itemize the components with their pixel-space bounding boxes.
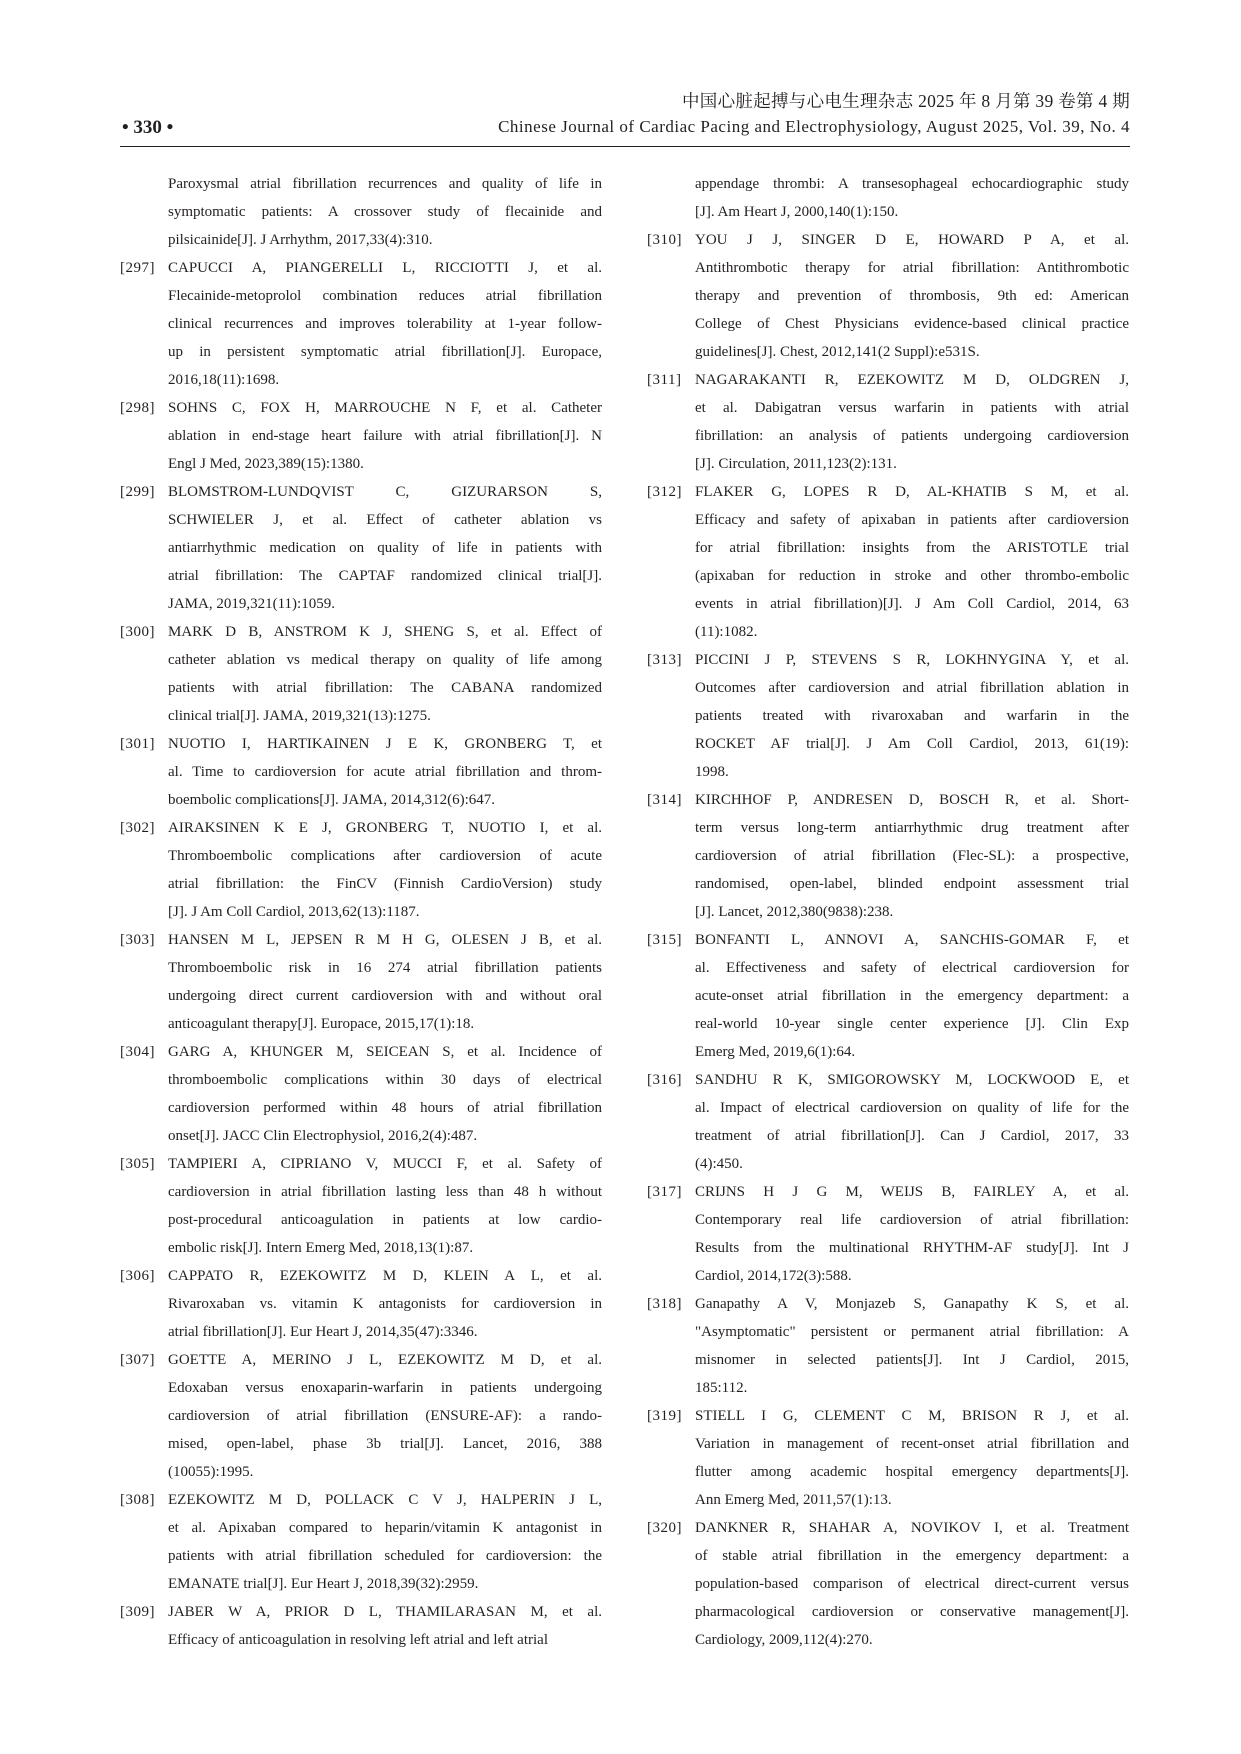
reference-line: NAGARAKANTI R, EZEKOWITZ M D, OLDGREN J, <box>695 372 1129 388</box>
reference-line: JAMA, 2019,321(11):1059. <box>168 596 335 612</box>
reference-line: NUOTIO I, HARTIKAINEN J E K, GRONBERG T, et <box>168 736 602 752</box>
reference-number: [318] <box>647 1296 682 1312</box>
reference-entry <box>120 1262 602 1346</box>
reference-entry <box>120 394 602 478</box>
reference-line: for atrial fibrillation: insights from the ARISTOTLE trial <box>695 540 1129 556</box>
reference-line: SOHNS C, FOX H, MARROUCHE N F, et al. Catheter <box>168 400 602 416</box>
reference-line: 2016,18(11):1698. <box>168 372 280 388</box>
reference-line: College of Chest Physicians evidence-based clinical practice <box>695 316 1129 332</box>
reference-line: [J]. Lancet, 2012,380(9838):238. <box>695 904 894 920</box>
reference-number: [314] <box>647 792 682 808</box>
reference-entry <box>120 730 602 814</box>
journal-title-english: Chinese Journal of Cardiac Pacing and Electrophysiology, August 2025, Vol. 39, No. 4 <box>498 117 1130 136</box>
reference-number: [305] <box>120 1156 155 1172</box>
reference-entry <box>647 226 1129 366</box>
reference-text <box>168 926 602 1038</box>
reference-number: [298] <box>120 400 155 416</box>
reference-line: clinical trial[J]. JAMA, 2019,321(13):1275. <box>168 708 431 724</box>
reference-line: Engl J Med, 2023,389(15):1380. <box>168 456 364 472</box>
reference-line: antiarrhythmic medication on quality of life in patients with <box>168 540 602 556</box>
reference-text <box>168 618 602 730</box>
reference-column-left <box>120 170 602 1654</box>
reference-text <box>695 366 1129 478</box>
reference-number: [301] <box>120 736 155 752</box>
reference-text <box>695 478 1129 646</box>
reference-text <box>168 394 602 478</box>
reference-line: EZEKOWITZ M D, POLLACK C V J, HALPERIN J L, <box>168 1492 602 1508</box>
reference-number: [313] <box>647 652 682 668</box>
reference-line: Ann Emerg Med, 2011,57(1):13. <box>695 1492 892 1508</box>
reference-line: STIELL I G, CLEMENT C M, BRISON R J, et al. <box>695 1408 1129 1424</box>
reference-line: embolic risk[J]. Intern Emerg Med, 2018,13(1):87. <box>168 1240 474 1256</box>
reference-number: [310] <box>647 232 682 248</box>
reference-line: TAMPIERI A, CIPRIANO V, MUCCI F, et al. Safety of <box>168 1156 602 1172</box>
reference-line: Antithrombotic therapy for atrial fibrillation: Antithrombotic <box>695 260 1129 276</box>
reference-entry <box>120 1150 602 1262</box>
reference-entry <box>120 1346 602 1486</box>
reference-text <box>168 1346 602 1486</box>
reference-line: of stable atrial fibrillation in the emergency department: a <box>695 1548 1129 1564</box>
reference-line: Rivaroxaban vs. vitamin K antagonists for cardioversion in <box>168 1296 602 1312</box>
reference-line: PICCINI J P, STEVENS S R, LOKHNYGINA Y, et al. <box>695 652 1129 668</box>
reference-line: EMANATE trial[J]. Eur Heart J, 2018,39(32):2959. <box>168 1576 479 1592</box>
reference-line: therapy and prevention of thrombosis, 9th ed: American <box>695 288 1129 304</box>
reference-number: [312] <box>647 484 682 500</box>
reference-text <box>168 1486 602 1598</box>
reference-line: ablation in end-stage heart failure with atrial fibrillation[J]. N <box>168 428 602 444</box>
reference-line: randomised, open-label, blinded endpoint assessment trial <box>695 876 1129 892</box>
reference-line: cardioversion of atrial fibrillation (Flec-SL): a prospective, <box>695 848 1129 864</box>
reference-text <box>695 646 1129 786</box>
reference-entry <box>120 926 602 1038</box>
reference-number: [307] <box>120 1352 155 1368</box>
reference-line: MARK D B, ANSTROM K J, SHENG S, et al. Effect of <box>168 624 602 640</box>
reference-line: anticoagulant therapy[J]. Europace, 2015,17(1):18. <box>168 1016 475 1032</box>
reference-line: Efficacy of anticoagulation in resolving left atrial and left atrial <box>168 1632 548 1648</box>
reference-continuation <box>647 170 1129 226</box>
reference-line: al. Time to cardioversion for acute atrial fibrillation and throm- <box>168 764 602 780</box>
reference-number: [297] <box>120 260 155 276</box>
reference-line: CAPUCCI A, PIANGERELLI L, RICCIOTTI J, et al. <box>168 260 602 276</box>
reference-text <box>168 170 602 254</box>
reference-line: Outcomes after cardioversion and atrial fibrillation ablation in <box>695 680 1129 696</box>
reference-entry <box>120 618 602 730</box>
reference-line: GARG A, KHUNGER M, SEICEAN S, et al. Incidence of <box>168 1044 602 1060</box>
reference-entry <box>120 478 602 618</box>
reference-line: Contemporary real life cardioversion of atrial fibrillation: <box>695 1212 1129 1228</box>
reference-text <box>168 254 602 394</box>
reference-line: DANKNER R, SHAHAR A, NOVIKOV I, et al. Treatment <box>695 1520 1129 1536</box>
reference-line: up in persistent symptomatic atrial fibrillation[J]. Europace, <box>168 344 602 360</box>
reference-entry <box>120 814 602 926</box>
reference-line: "Asymptomatic" persistent or permanent atrial fibrillation: A <box>695 1324 1129 1340</box>
page-header <box>120 84 1130 150</box>
reference-line: 1998. <box>695 764 729 780</box>
reference-line: appendage thrombi: A transesophageal echocardiographic study <box>695 176 1129 192</box>
reference-line: [J]. Circulation, 2011,123(2):131. <box>695 456 897 472</box>
reference-column-right <box>647 170 1129 1654</box>
reference-line: AIRAKSINEN K E J, GRONBERG T, NUOTIO I, et al. <box>168 820 602 836</box>
reference-line: BONFANTI L, ANNOVI A, SANCHIS-GOMAR F, et <box>695 932 1129 948</box>
reference-line: patients treated with rivaroxaban and warfarin in the <box>695 708 1129 724</box>
reference-text <box>695 1178 1129 1290</box>
reference-line: patients with atrial fibrillation: The CABANA randomized <box>168 680 602 696</box>
reference-line: Cardiology, 2009,112(4):270. <box>695 1632 873 1648</box>
reference-text <box>695 786 1129 926</box>
reference-line: [J]. Am Heart J, 2000,140(1):150. <box>695 204 899 220</box>
reference-number: [299] <box>120 484 155 500</box>
reference-line: (4):450. <box>695 1156 743 1172</box>
reference-entry <box>647 478 1129 646</box>
reference-line: SANDHU R K, SMIGOROWSKY M, LOCKWOOD E, et <box>695 1072 1129 1088</box>
reference-text <box>695 1290 1129 1402</box>
reference-text <box>695 1402 1129 1514</box>
reference-line: treatment of atrial fibrillation[J]. Can J Cardiol, 2017, 33 <box>695 1128 1129 1144</box>
reference-number: [320] <box>647 1520 682 1536</box>
reference-line: (apixaban for reduction in stroke and other thrombo-embolic <box>695 568 1129 584</box>
reference-entry <box>120 1038 602 1150</box>
reference-number: [308] <box>120 1492 155 1508</box>
reference-continuation <box>120 170 602 254</box>
reference-line: post-procedural anticoagulation in patients at low cardio- <box>168 1212 602 1228</box>
reference-line: onset[J]. JACC Clin Electrophysiol, 2016,2(4):487. <box>168 1128 478 1144</box>
reference-text <box>695 226 1129 366</box>
reference-line: BLOMSTROM-LUNDQVIST C, GIZURARSON S, <box>168 484 602 500</box>
reference-text <box>168 1598 602 1654</box>
reference-line: Emerg Med, 2019,6(1):64. <box>695 1044 856 1060</box>
reference-line: patients with atrial fibrillation scheduled for cardioversion: the <box>168 1548 602 1564</box>
reference-line: fibrillation: an analysis of patients undergoing cardioversion <box>695 428 1129 444</box>
reference-line: atrial fibrillation: the FinCV (Finnish CardioVersion) study <box>168 876 602 892</box>
reference-line: Edoxaban versus enoxaparin-warfarin in patients undergoing <box>168 1380 602 1396</box>
reference-entry <box>647 1514 1129 1654</box>
reference-line: Ganapathy A V, Monjazeb S, Ganapathy K S, et al. <box>695 1296 1129 1312</box>
reference-line: Thromboembolic complications after cardioversion of acute <box>168 848 602 864</box>
reference-number: [316] <box>647 1072 682 1088</box>
reference-number: [309] <box>120 1604 155 1620</box>
reference-entry <box>120 1486 602 1598</box>
reference-line: misnomer in selected patients[J]. Int J Cardiol, 2015, <box>695 1352 1129 1368</box>
reference-number: [304] <box>120 1044 155 1060</box>
reference-line: boembolic complications[J]. JAMA, 2014,312(6):647. <box>168 792 496 808</box>
reference-line: real-world 10-year single center experience [J]. Clin Exp <box>695 1016 1129 1032</box>
reference-number: [306] <box>120 1268 155 1284</box>
reference-line: SCHWIELER J, et al. Effect of catheter ablation vs <box>168 512 602 528</box>
reference-line: [J]. J Am Coll Cardiol, 2013,62(13):1187. <box>168 904 420 920</box>
reference-entry <box>647 926 1129 1066</box>
reference-line: al. Effectiveness and safety of electrical cardioversion for <box>695 960 1129 976</box>
reference-line: pharmacological cardioversion or conservative management[J]. <box>695 1604 1129 1620</box>
reference-text <box>168 814 602 926</box>
reference-entry <box>647 786 1129 926</box>
reference-line: Cardiol, 2014,172(3):588. <box>695 1268 852 1284</box>
reference-line: cardioversion of atrial fibrillation (ENSURE-AF): a rando- <box>168 1408 602 1424</box>
reference-entry <box>647 1178 1129 1290</box>
reference-number: [319] <box>647 1408 682 1424</box>
reference-number: [302] <box>120 820 155 836</box>
reference-line: atrial fibrillation[J]. Eur Heart J, 2014,35(47):3346. <box>168 1324 478 1340</box>
reference-number: [315] <box>647 932 682 948</box>
reference-text <box>695 926 1129 1066</box>
reference-line: term versus long-term antiarrhythmic drug treatment after <box>695 820 1129 836</box>
reference-line: cardioversion in atrial fibrillation lasting less than 48 h without <box>168 1184 602 1200</box>
reference-text <box>168 1038 602 1150</box>
reference-text <box>695 1514 1129 1654</box>
reference-line: GOETTE A, MERINO J L, EZEKOWITZ M D, et al. <box>168 1352 602 1368</box>
reference-line: et al. Dabigatran versus warfarin in patients with atrial <box>695 400 1129 416</box>
reference-line: symptomatic patients: A crossover study of flecainide and <box>168 204 602 220</box>
reference-line: Paroxysmal atrial fibrillation recurrences and quality of life in <box>168 176 602 192</box>
reference-line: HANSEN M L, JEPSEN R M H G, OLESEN J B, et al. <box>168 932 602 948</box>
reference-line: (10055):1995. <box>168 1464 254 1480</box>
reference-line: FLAKER G, LOPES R D, AL-KHATIB S M, et al. <box>695 484 1129 500</box>
reference-line: al. Impact of electrical cardioversion on quality of life for the <box>695 1100 1129 1116</box>
reference-text <box>695 170 1129 226</box>
reference-line: atrial fibrillation: The CAPTAF randomized clinical trial[J]. <box>168 568 602 584</box>
reference-number: [317] <box>647 1184 682 1200</box>
reference-line: CAPPATO R, EZEKOWITZ M D, KLEIN A L, et al. <box>168 1268 602 1284</box>
reference-text <box>168 478 602 618</box>
reference-line: population-based comparison of electrical direct-current versus <box>695 1576 1129 1592</box>
reference-line: mised, open-label, phase 3b trial[J]. Lancet, 2016, 388 <box>168 1436 602 1452</box>
reference-text <box>168 1262 602 1346</box>
reference-line: guidelines[J]. Chest, 2012,141(2 Suppl):e531S. <box>695 344 980 360</box>
reference-entry <box>647 1402 1129 1514</box>
reference-line: acute-onset atrial fibrillation in the emergency department: a <box>695 988 1129 1004</box>
reference-line: (11):1082. <box>695 624 758 640</box>
reference-line: pilsicainide[J]. J Arrhythm, 2017,33(4):310. <box>168 232 433 248</box>
reference-line: JABER W A, PRIOR D L, THAMILARASAN M, et al. <box>168 1604 602 1620</box>
reference-line: YOU J J, SINGER D E, HOWARD P A, et al. <box>695 232 1129 248</box>
reference-text <box>695 1066 1129 1178</box>
reference-number: [300] <box>120 624 155 640</box>
reference-line: flutter among academic hospital emergency departments[J]. <box>695 1464 1129 1480</box>
reference-line: Results from the multinational RHYTHM-AF study[J]. Int J <box>695 1240 1129 1256</box>
header-divider <box>120 146 1130 147</box>
reference-line: 185:112. <box>695 1380 748 1396</box>
reference-line: CRIJNS H J G M, WEIJS B, FAIRLEY A, et al. <box>695 1184 1129 1200</box>
reference-text <box>168 1150 602 1262</box>
reference-line: cardioversion performed within 48 hours of atrial fibrillation <box>168 1100 602 1116</box>
reference-line: Flecainide-metoprolol combination reduces atrial fibrillation <box>168 288 602 304</box>
reference-entry <box>647 1066 1129 1178</box>
reference-line: Thromboembolic risk in 16 274 atrial fibrillation patients <box>168 960 602 976</box>
reference-line: events in atrial fibrillation)[J]. J Am Coll Cardiol, 2014, 63 <box>695 596 1129 612</box>
reference-entry <box>120 1598 602 1654</box>
reference-text <box>168 730 602 814</box>
reference-line: KIRCHHOF P, ANDRESEN D, BOSCH R, et al. Short- <box>695 792 1129 808</box>
reference-line: Efficacy and safety of apixaban in patients after cardioversion <box>695 512 1129 528</box>
page-number: • 330 • <box>122 117 174 138</box>
reference-entry <box>647 1290 1129 1402</box>
reference-line: et al. Apixaban compared to heparin/vitamin K antagonist in <box>168 1520 602 1536</box>
reference-line: catheter ablation vs medical therapy on quality of life among <box>168 652 602 668</box>
reference-entry <box>647 646 1129 786</box>
reference-line: undergoing direct current cardioversion with and without oral <box>168 988 602 1004</box>
reference-entry <box>647 366 1129 478</box>
reference-number: [311] <box>647 372 682 388</box>
reference-line: ROCKET AF trial[J]. J Am Coll Cardiol, 2013, 61(19): <box>695 736 1129 752</box>
reference-entry <box>120 254 602 394</box>
journal-title-chinese: 中国心脏起搏与心电生理杂志 2025 年 8 月第 39 卷第 4 期 <box>682 91 1130 111</box>
reference-line: clinical recurrences and improves tolerability at 1-year follow- <box>168 316 602 332</box>
reference-number: [303] <box>120 932 155 948</box>
reference-line: Variation in management of recent-onset atrial fibrillation and <box>695 1436 1129 1452</box>
reference-line: thromboembolic complications within 30 days of electrical <box>168 1072 602 1088</box>
